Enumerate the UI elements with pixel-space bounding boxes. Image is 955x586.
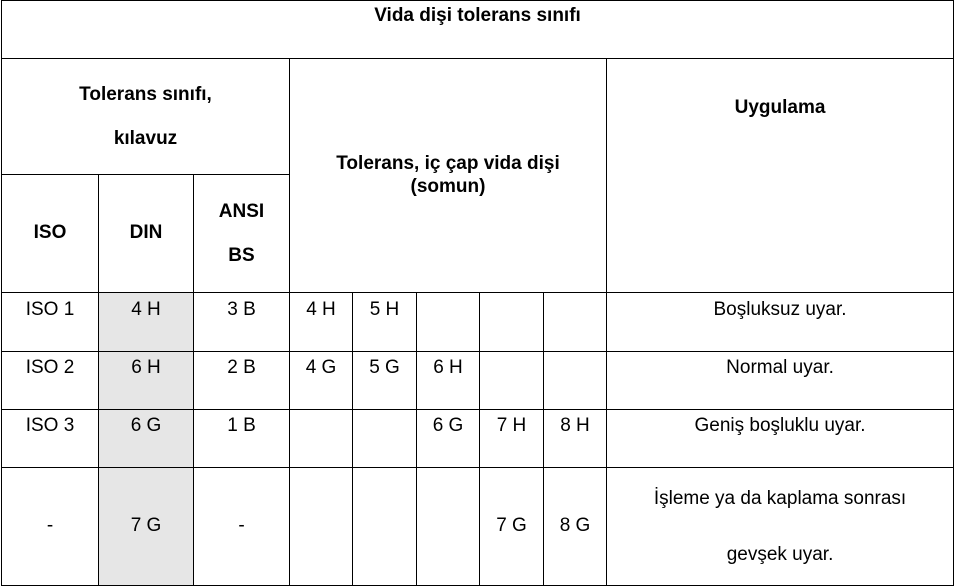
header-ansi-text: ANSI bbox=[218, 200, 265, 222]
cell-ansi-text: 1 B bbox=[227, 415, 256, 436]
cell-application bbox=[607, 352, 954, 410]
cell-tol bbox=[417, 352, 480, 410]
cell-ansi-text: 3 B bbox=[227, 299, 256, 320]
cell-tol-text: 4 G bbox=[305, 357, 337, 378]
cell-ansi bbox=[194, 410, 290, 468]
cell-tol bbox=[544, 352, 607, 410]
cell-tol bbox=[417, 293, 480, 352]
cell-application-text: Boşluksuz uyar. bbox=[713, 299, 847, 320]
cell-din-text: 7 G bbox=[130, 515, 162, 537]
cell-ansi-text: - bbox=[238, 515, 245, 537]
cell-tol bbox=[353, 468, 417, 586]
table-row bbox=[2, 352, 954, 410]
cell-din bbox=[99, 293, 194, 352]
cell-tol-text: 5 G bbox=[369, 357, 400, 378]
cell-din bbox=[99, 468, 194, 586]
header-tolerance-line1: Tolerans, iç çap vida dişi bbox=[336, 152, 560, 174]
header-iso-text: ISO bbox=[33, 222, 67, 244]
cell-tol bbox=[290, 352, 353, 410]
cell-tol bbox=[353, 410, 417, 468]
header-tolerance-line2: (somun) bbox=[410, 175, 486, 197]
cell-tol bbox=[353, 293, 417, 352]
cell-tol-text: 6 G bbox=[432, 415, 464, 436]
header-application-text: Uygulama bbox=[734, 97, 826, 118]
cell-iso-text: - bbox=[46, 515, 54, 537]
cell-tol bbox=[480, 468, 544, 586]
cell-tol bbox=[417, 468, 480, 586]
cell-application bbox=[607, 468, 954, 586]
cell-tol bbox=[480, 293, 544, 352]
cell-tol bbox=[544, 468, 607, 586]
cell-din-text: 4 H bbox=[131, 299, 161, 320]
header-din-text: DIN bbox=[129, 222, 163, 244]
cell-application bbox=[607, 293, 954, 352]
cell-application-text: İşleme ya da kaplama sonrası bbox=[653, 488, 907, 510]
cell-tol bbox=[290, 468, 353, 586]
header-iso bbox=[2, 175, 99, 293]
cell-din-text: 6 G bbox=[130, 415, 162, 436]
table-title bbox=[2, 1, 954, 59]
header-tolerance-inner-diameter bbox=[290, 59, 607, 293]
cell-tol-text: 8 G bbox=[559, 515, 591, 537]
cell-din-text: 6 H bbox=[131, 357, 161, 378]
table-row bbox=[2, 293, 954, 352]
cell-application bbox=[607, 410, 954, 468]
table-row bbox=[2, 410, 954, 468]
cell-tol bbox=[290, 410, 353, 468]
cell-tol bbox=[417, 410, 480, 468]
cell-tol-text: 7 H bbox=[496, 415, 527, 436]
table-title-text: Vida dişi tolerans sınıfı bbox=[374, 5, 581, 26]
header-din bbox=[99, 175, 194, 293]
cell-tol bbox=[480, 410, 544, 468]
cell-iso bbox=[2, 468, 99, 586]
header-application bbox=[607, 59, 954, 293]
cell-tol bbox=[290, 293, 353, 352]
cell-iso-text: ISO 3 bbox=[25, 415, 75, 436]
cell-tol bbox=[544, 293, 607, 352]
cell-ansi bbox=[194, 468, 290, 586]
cell-ansi bbox=[194, 293, 290, 352]
cell-tol bbox=[544, 410, 607, 468]
cell-tol-text: 5 H bbox=[369, 299, 400, 320]
cell-iso bbox=[2, 293, 99, 352]
cell-tol-text: 8 H bbox=[560, 415, 590, 436]
cell-iso-text: ISO 1 bbox=[25, 299, 75, 320]
tolerance-class-table bbox=[1, 0, 954, 586]
cell-tol-text: 4 H bbox=[306, 299, 336, 320]
cell-iso-text: ISO 2 bbox=[25, 357, 75, 378]
header-tolerance-class-kilavuz bbox=[2, 59, 290, 175]
cell-application-text: Normal uyar. bbox=[726, 357, 834, 378]
header-ansi-bs bbox=[194, 175, 290, 293]
header-tolerance-class-line2: kılavuz bbox=[113, 127, 178, 149]
cell-tol bbox=[353, 352, 417, 410]
cell-iso bbox=[2, 410, 99, 468]
cell-tol bbox=[480, 352, 544, 410]
cell-din bbox=[99, 410, 194, 468]
cell-iso bbox=[2, 352, 99, 410]
header-bs-text: BS bbox=[228, 244, 255, 266]
header-tolerance-class-line1: Tolerans sınıfı, bbox=[79, 83, 212, 105]
cell-din bbox=[99, 352, 194, 410]
cell-ansi bbox=[194, 352, 290, 410]
table-row bbox=[2, 468, 954, 586]
cell-application-text: Geniş boşluklu uyar. bbox=[694, 415, 866, 436]
cell-tol-text: 7 G bbox=[496, 515, 527, 537]
cell-application-text-line2: gevşek uyar. bbox=[726, 543, 834, 565]
cell-tol-text: 6 H bbox=[433, 357, 463, 378]
cell-ansi-text: 2 B bbox=[227, 357, 256, 378]
